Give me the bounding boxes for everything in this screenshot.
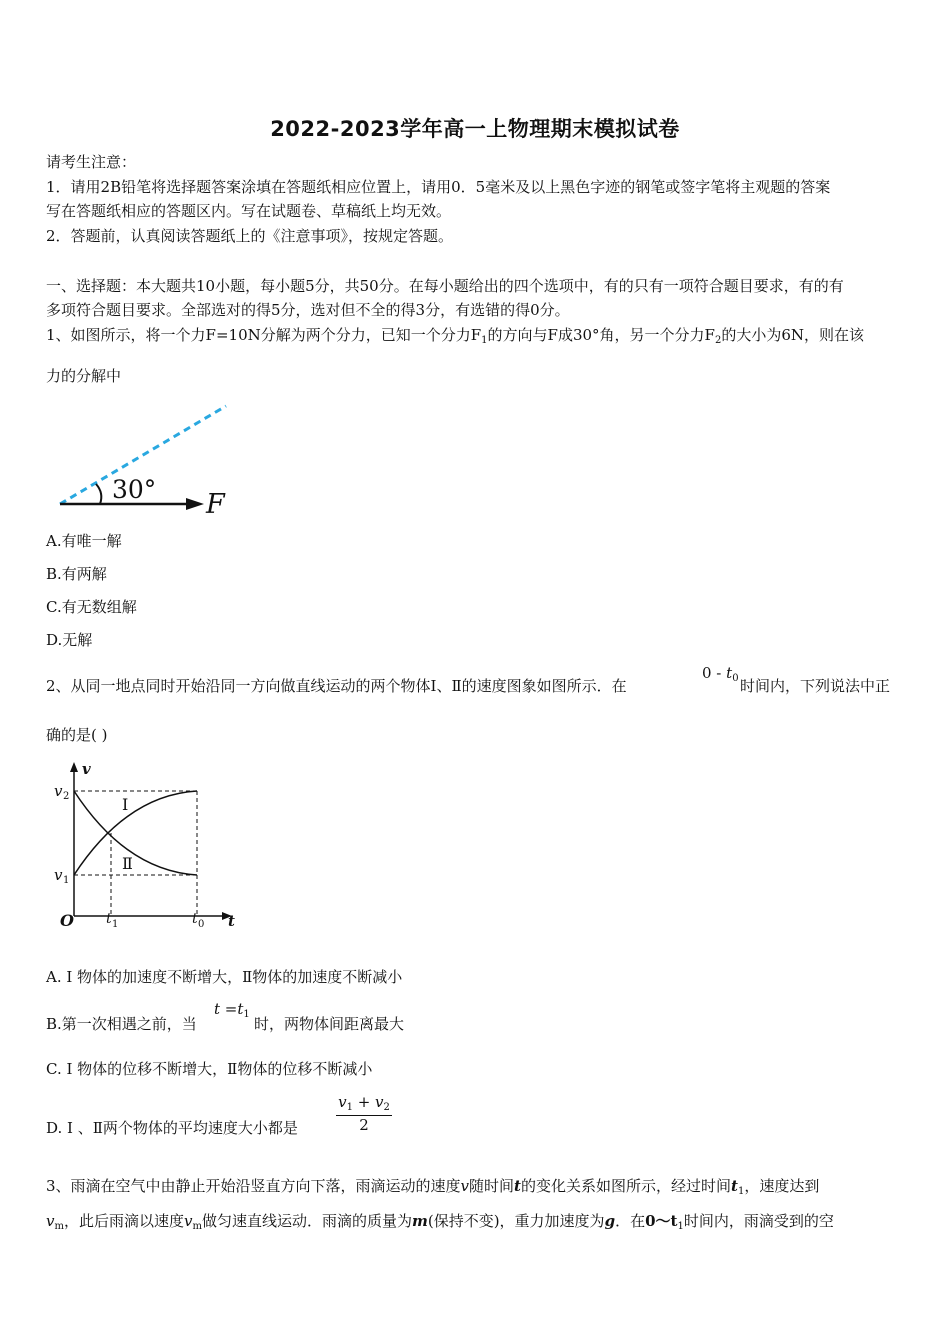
q3-zero-t1-sub: 1 [677,1221,684,1232]
q1-option-a[interactable]: A.有唯一解 [46,532,122,550]
q1-stem-text-b: 的方向与F成30°角，另一个分力F [487,326,715,344]
q1-stem-text-c: 的大小为6N，则在该 [721,326,864,344]
q1-angle-label: 30° [112,475,157,504]
q2-option-b-eq-t: t [214,1000,221,1018]
q2-frac-v1: v [338,1093,347,1111]
q2-curve-2-label: Ⅱ [122,854,133,873]
q2-frac-v2-sub: 2 [383,1102,390,1113]
page-title: 2022-2023学年高一上物理期末模拟试卷 [270,117,680,141]
q2-option-c[interactable]: C. Ⅰ 物体的位移不断增大，Ⅱ物体的位移不断减小 [46,1060,373,1078]
q2-interval-t: t [726,664,733,682]
q2-stem-line-2: 确的是( ) [46,726,108,744]
q2-stem-line-1 [46,676,627,696]
q3-vm-sub: m [54,1221,64,1232]
q2-option-b-eq-rhs: =t [220,1000,244,1018]
q2-frac-plus: + [352,1093,376,1111]
q2-t0-label: t [192,911,198,927]
q2-t1-sub: 1 [112,919,119,930]
q2-interval [702,664,739,684]
q2-v2-label: v [54,782,63,800]
q2-frac-v1-sub: 1 [346,1102,353,1113]
q3-vm: v [46,1212,55,1230]
q3-t: t [514,1177,521,1195]
q3-text-e: ，此后雨滴以速度 [63,1212,184,1230]
q2-velocity-graph [46,756,246,932]
q2-curve-2 [74,791,197,875]
q2-frac-v2: v [375,1093,384,1111]
q3-text-h: ．在 [615,1212,646,1230]
notice-line-2: 2．答题前，认真阅读答题纸上的《注意事项》，按规定答题。 [46,227,454,245]
q3-zero-t1: 0～t [645,1212,678,1230]
q3-text-c: 的变化关系如图所示，经过时间 [520,1177,731,1195]
q2-stem-text-b: 时间内，下列说法中正 [740,677,891,695]
q2-option-b-equation [214,1000,250,1020]
q1-stem-line-2: 力的分解中 [46,367,122,385]
q3-m: m [411,1212,428,1230]
q2-v-axis-arrow [70,762,78,772]
q3-text-i: 时间内，雨滴受到的空 [683,1212,834,1230]
q3-text-f: 做匀速直线运动．雨滴的质量为 [201,1212,412,1230]
q2-interval-zero: 0 - [702,664,727,682]
q3-text-b: 随时间 [469,1177,515,1195]
q3-t1: t [731,1177,738,1195]
q2-option-a[interactable]: A. Ⅰ 物体的加速度不断增大，Ⅱ物体的加速度不断减小 [46,968,403,986]
q2-v2-sub: 2 [63,791,70,802]
q3-stem-line-2 [46,1211,834,1237]
q2-option-d-fraction [336,1093,392,1134]
q3-t1-sub: 1 [737,1186,745,1197]
q2-fraction-denominator: 2 [359,1116,369,1134]
q2-t1-label: t [106,911,112,927]
q1-force-diagram [46,398,246,520]
q3-g: g [604,1212,616,1230]
q2-option-b-text-a: B.第一次相遇之前，当 [46,1015,197,1033]
q3-text-g: (保持不变)，重力加速度为 [427,1212,605,1230]
q3-stem-line-1 [46,1176,819,1202]
q3-v: v [460,1177,470,1195]
q2-option-b[interactable] [46,1013,197,1034]
q2-t-axis-label: t [228,912,235,930]
q1-stem-line-1 [46,325,864,351]
q2-interval-sub: 0 [732,673,739,684]
q2-stem-text-a: 2、从同一地点同时开始沿同一方向做直线运动的两个物体Ⅰ、Ⅱ的速度图象如图所示．在 [46,677,627,695]
q1-force-label: F [206,489,225,520]
q2-curve-1-label: Ⅰ [122,795,129,814]
section-intro-line-1: 一、选择题：本大题共10小题，每小题5分，共50分。在每小题给出的四个选项中，有的只有一项符合题目要求，有的有 [46,277,844,295]
q2-fraction-numerator [336,1093,392,1113]
q2-t0-sub: 0 [198,919,205,930]
q2-v-axis-label: v [82,760,91,778]
q2-v1-sub: 1 [63,875,70,886]
q2-origin-label: O [60,911,74,930]
q3-text-d: ，速度达到 [744,1177,820,1195]
q1-f1-subscript: 1 [481,335,488,346]
q1-angle-arc [96,484,101,504]
q2-option-b-text-b: 时，两物体间距离最大 [254,1015,405,1033]
q2-option-d[interactable]: D. Ⅰ 、Ⅱ两个物体的平均速度大小都是 [46,1119,298,1137]
q3-text-a: 3、雨滴在空气中由静止开始沿竖直方向下落，雨滴运动的速度 [46,1177,461,1195]
q2-curve-1 [74,791,197,875]
q1-force-arrowhead [186,498,204,510]
q1-option-c[interactable]: C.有无数组解 [46,598,137,616]
q1-f2-subscript: 2 [714,335,722,346]
notice-line-1b: 写在答题纸相应的答题区内。写在试题卷、草稿纸上均无效。 [46,202,452,220]
q2-v1-label: v [54,866,63,884]
q2-option-b-eq-sub: 1 [243,1009,250,1020]
q3-vm2-sub: m [192,1221,202,1232]
section-intro-line-2: 多项符合题目要求。全部选对的得5分，选对但不全的得3分，有选错的得0分。 [46,301,570,319]
notice-heading: 请考生注意： [46,153,137,171]
q1-option-d[interactable]: D.无解 [46,631,93,649]
notice-line-1a: 1．请用2B铅笔将选择题答案涂填在答题纸相应位置上，请用0．5毫米及以上黑色字迹的钢笔或签字笔将主观题的答案 [46,178,831,196]
q1-stem-text-a: 1、如图所示，将一个力F=10N分解为两个分力，已知一个分力F [46,326,482,344]
q1-option-b[interactable]: B.有两解 [46,565,107,583]
q3-vm2: v [183,1212,193,1230]
